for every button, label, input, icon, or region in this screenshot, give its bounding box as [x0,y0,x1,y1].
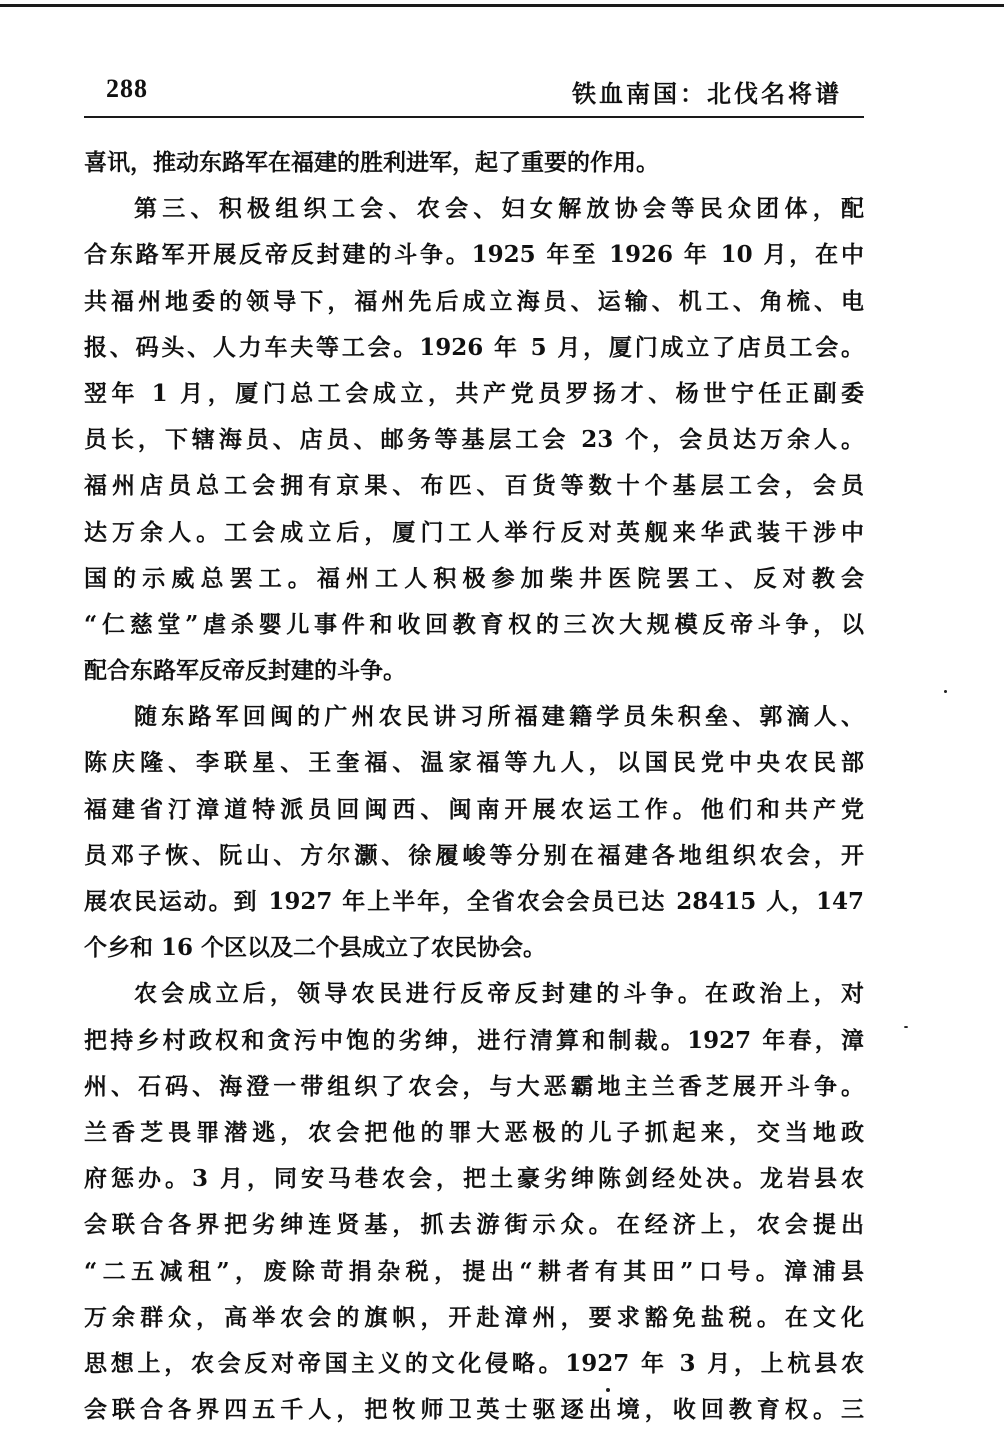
text-line: 国的示威总罢工。福州工人积极参加柴井医院罢工、反对教会 [84,564,864,592]
scan-top-edge [0,4,1004,7]
text-line: 员邓子恢、阮山、方尔灏、徐履峻等分别在福建各地组织农会，开 [84,841,864,869]
text-line: 会联合各界把劣绅连贤基，抓去游街示众。在经济上，农会提出 [84,1211,864,1239]
text-line: 报、码头、人力车夫等工会。1926 年 5 月，厦门成立了店员工会。 [84,333,864,361]
text-line: 思想上，农会反对帝国主义的文化侵略。1927 年 3 月，上杭县农 [84,1349,864,1377]
text-line: 州、石码、海澄一带组织了农会，与大恶霸地主兰香芝展开斗争。 [84,1072,864,1100]
text-line: 合东路军开展反帝反封建的斗争。1925 年至 1926 年 10 月，在中 [84,241,864,269]
text-line: 喜讯，推动东路军在福建的胜利进军，起了重要的作用。 [84,149,659,176]
page-number: 288 [106,74,148,103]
scan-speck [944,690,947,693]
text-line: “仁慈堂”虐杀婴儿事件和收回教育权的三次大规模反帝斗争，以 [84,610,864,638]
body-text [84,140,864,1433]
text-line: 福州店员总工会拥有京果、布匹、百货等数十个基层工会，会员 [84,472,864,500]
text-line: 翌年 1 月，厦门总工会成立，共产党员罗扬才、杨世宁任正副委 [84,379,864,407]
text-line: 个乡和 16 个区以及二个县成立了农民协会。 [84,934,547,962]
header-rule [84,116,864,118]
text-line: “二五减租”，废除苛捐杂税，提出“耕者有其田”口号。漳浦县 [84,1257,864,1285]
text-line: 万余群众，高举农会的旗帜，开赴漳州，要求豁免盐税。在文化 [84,1303,864,1331]
text-line: 会联合各界四五千人，把牧师卫英士驱逐出境，收回教育权。三 [84,1396,864,1424]
text-line: 展农民运动。到 1927 年上半年，全省农会会员已达 28415 人，147 [84,888,864,915]
text-line: 把持乡村政权和贪污中饱的劣绅，进行清算和制裁。1927 年春，漳 [84,1026,864,1054]
text-line: 配合东路军反帝反封建的斗争。 [84,657,406,685]
text-line: 府惩办。3 月，同安马巷农会，把土豪劣绅陈剑经处决。龙岩县农 [84,1165,864,1193]
scan-speck [904,1026,908,1028]
text-line: 福建省汀漳道特派员回闽西、闽南开展农运工作。他们和共产党 [84,795,864,823]
text-line: 随东路军回闽的广州农民讲习所福建籍学员朱积垒、郭滴人、 [134,703,864,731]
text-line: 达万余人。工会成立后，厦门工人举行反对英舰来华武装干涉中 [84,518,864,546]
text-line: 员长，下辖海员、店员、邮务等基层工会 23 个，会员达万余人。 [84,426,864,454]
text-line: 兰香芝畏罪潜逃，农会把他的罪大恶极的儿子抓起来，交当地政 [84,1118,864,1146]
running-head: 铁血南国：北伐名将谱 [572,79,842,108]
text-line: 第三、积极组织工会、农会、妇女解放协会等民众团体，配 [134,195,864,223]
text-line: 陈庆隆、李联星、王奎福、温家福等九人，以国民党中央农民部 [84,749,864,777]
text-line: 共福州地委的领导下，福州先后成立海员、运输、机工、角梳、电 [84,287,864,315]
page-header [84,70,864,114]
text-line: 农会成立后，领导农民进行反帝反封建的斗争。在政治上，对 [134,980,864,1008]
scan-speck [606,1388,610,1392]
